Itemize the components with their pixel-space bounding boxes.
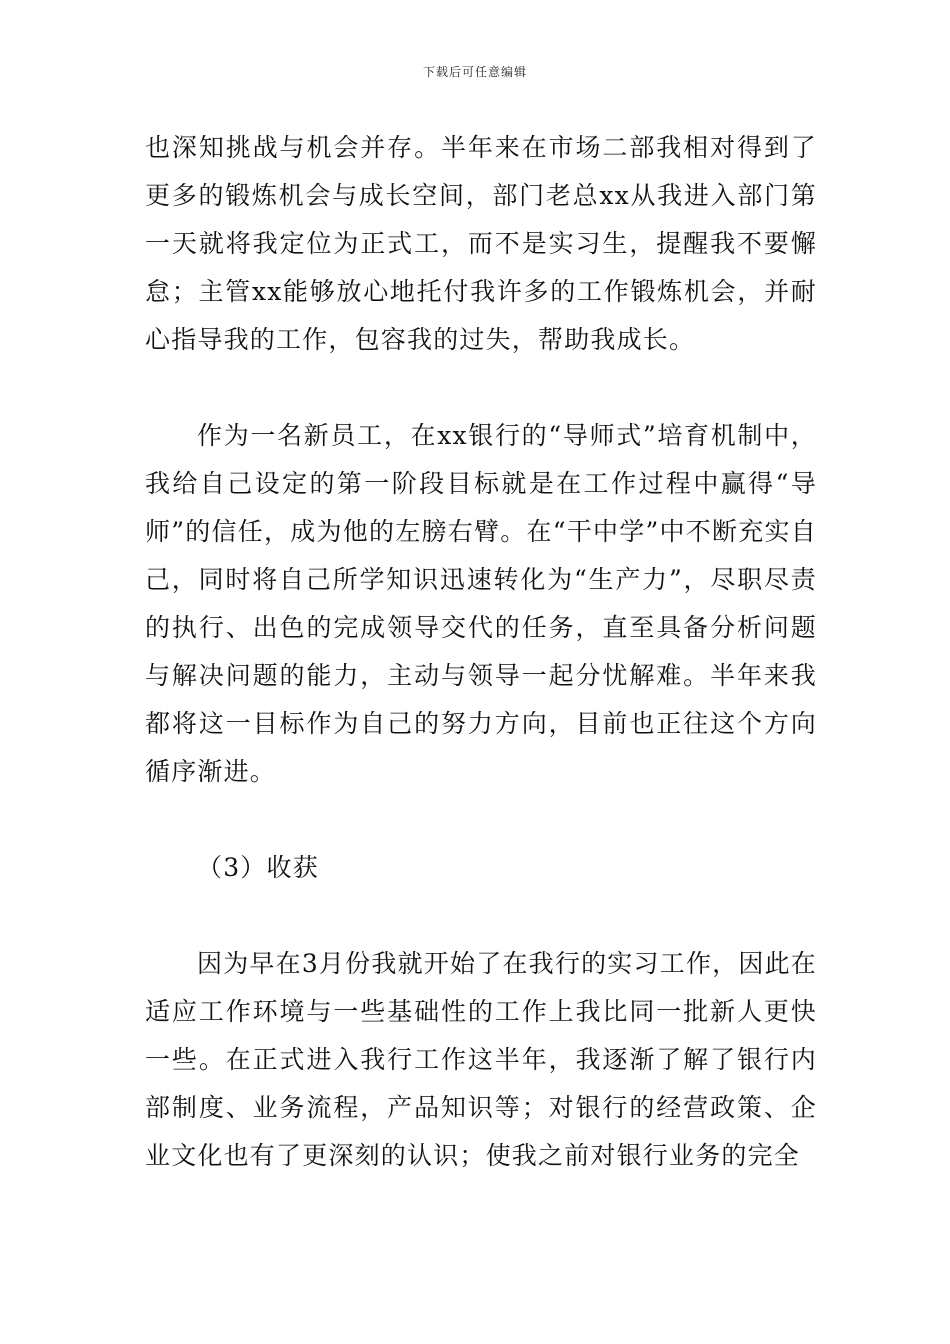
- paragraph-gap: [145, 796, 817, 844]
- paragraph-1: 也深知挑战与机会并存。半年来在市场二部我相对得到了更多的锻炼机会与成长空间，部门老总xx从我进入部门第一天就将我定位为正式工，而不是实习生，提醒我不要懈怠；主管xx能够放心地托付我许多的工作锻炼机会，并耐心指导我的工作，包容我的过失，帮助我成长。: [145, 133, 817, 354]
- document-body: [145, 124, 817, 1180]
- section-subheading: （3）收获: [197, 853, 319, 882]
- paragraph-gap: [145, 892, 817, 940]
- header-note: 下载后可任意编辑: [422, 65, 527, 79]
- paragraph-gap: [145, 364, 817, 412]
- paragraph-2: 作为一名新员工，在xx银行的“导师式”培育机制中，我给自己设定的第一阶段目标就是在工作过程中赢得“导师”的信任，成为他的左膀右臂。在“干中学”中不断充实自己，同时将自己所学知识迅速转化为“生产力”，尽职尽责的执行、出色的完成领导交代的任务，直至具备分析问题与解决问题的能力，主动与领导一起分忧解难。半年来我都将这一目标作为自己的努力方向，目前也正往这个方向循序渐进。: [145, 421, 817, 786]
- paragraph-3: 因为早在3月份我就开始了在我行的实习工作，因此在适应工作环境与一些基础性的工作上我比同一批新人更快一些。在正式进入我行工作这半年，我逐渐了解了银行内部制度、业务流程，产品知识等；对银行的经营政策、企业文化也有了更深刻的认识；使我之前对银行业务的完全: [145, 949, 817, 1170]
